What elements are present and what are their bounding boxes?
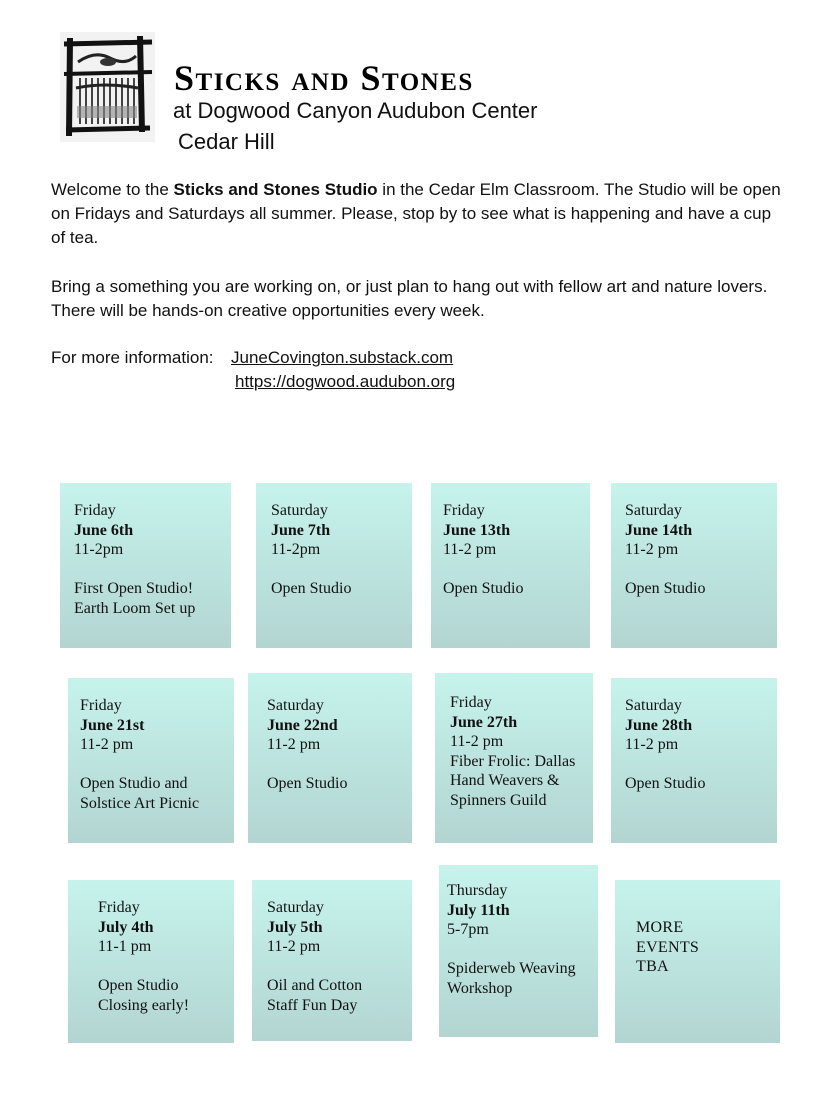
- event-date: July 5th: [267, 918, 323, 936]
- event-description: Fiber Frolic: Dallas Hand Weavers & Spinners Guild: [450, 752, 576, 809]
- event-description: Open Studio: [625, 775, 706, 792]
- event-day: Thursday: [447, 882, 508, 899]
- event-description: Oil and Cotton Staff Fun Day: [267, 977, 363, 1014]
- event-description: Open Studio: [267, 775, 348, 792]
- event-description: Open Studio: [443, 580, 524, 597]
- event-description: First Open Studio! Earth Loom Set up: [74, 580, 196, 617]
- event-date: June 7th: [271, 521, 331, 539]
- event-time: 11-2 pm: [625, 541, 679, 558]
- event-time: 11-2pm: [271, 541, 321, 558]
- event-time: 11-2 pm: [450, 733, 504, 750]
- event-day: Saturday: [625, 697, 682, 714]
- event-day: Friday: [443, 502, 485, 519]
- more-events-line: EVENTS: [636, 938, 700, 956]
- more-events-line: TBA: [636, 958, 669, 975]
- event-card: [248, 673, 412, 843]
- event-card: [256, 483, 412, 648]
- event-day: Friday: [74, 502, 116, 519]
- event-card: [611, 483, 777, 648]
- page-subtitle: at Dogwood Canyon Audubon Center: [173, 98, 538, 123]
- event-day: Saturday: [271, 502, 328, 519]
- more-events-line: MORE: [636, 919, 684, 936]
- studio-name-bold: Sticks and Stones Studio: [173, 180, 378, 199]
- event-date: June 21st: [80, 716, 145, 734]
- loom-logo-icon: [60, 32, 155, 142]
- page-title: Sticks and Stones: [174, 58, 474, 98]
- event-card: [68, 678, 234, 843]
- event-day: Friday: [450, 694, 492, 711]
- event-time: 11-2pm: [74, 541, 124, 558]
- event-card: [431, 483, 590, 648]
- intro-text-prefix: Welcome to the: [51, 180, 174, 199]
- event-description: Open Studio: [625, 580, 706, 597]
- substack-link[interactable]: JuneCovington.substack.com: [231, 348, 454, 367]
- event-date: June 13th: [443, 521, 511, 539]
- event-date: June 14th: [625, 521, 693, 539]
- more-events-card: [615, 880, 780, 1043]
- event-card: [611, 678, 777, 843]
- event-day: Friday: [98, 899, 140, 916]
- event-date: June 28th: [625, 716, 693, 734]
- event-time: 11-2 pm: [443, 541, 497, 558]
- event-card: [439, 865, 598, 1037]
- event-description: Open Studio and Solstice Art Picnic: [80, 775, 200, 812]
- intro-paragraph-bring: Bring a something you are working on, or just plan to hang out with fellow art and nature lovers. There will be hands-on creative opportunities every week.: [51, 277, 768, 320]
- more-info-label: For more information:: [51, 348, 214, 367]
- event-date: June 27th: [450, 713, 518, 731]
- event-date: June 22nd: [267, 716, 338, 734]
- event-day: Saturday: [267, 899, 324, 916]
- event-description: Spiderweb Weaving Workshop: [447, 960, 576, 997]
- event-date: July 11th: [447, 901, 510, 919]
- event-card: [60, 483, 231, 648]
- intro-text-suffix: in the Cedar Elm Classroom. The Studio will be open on Fridays and Saturdays all summer. Please, stop by to see what is happening and have a cup of tea.: [51, 180, 781, 247]
- event-day: Saturday: [625, 502, 682, 519]
- event-description: Open Studio: [271, 580, 352, 597]
- event-day: Saturday: [267, 697, 324, 714]
- location-label: Cedar Hill: [178, 129, 275, 154]
- event-time: 11-1 pm: [98, 938, 152, 955]
- event-card: [435, 673, 593, 843]
- event-date: July 4th: [98, 918, 154, 936]
- event-card: [252, 880, 412, 1041]
- audubon-link[interactable]: https://dogwood.audubon.org: [235, 372, 456, 391]
- intro-paragraph-welcome: [51, 178, 781, 250]
- event-description: Open Studio Closing early!: [98, 977, 190, 1014]
- event-time: 11-2 pm: [80, 736, 134, 753]
- event-time: 11-2 pm: [267, 938, 321, 955]
- event-card: [68, 880, 234, 1043]
- event-time: 11-2 pm: [267, 736, 321, 753]
- event-time: 5-7pm: [447, 921, 489, 938]
- event-day: Friday: [80, 697, 122, 714]
- event-date: June 6th: [74, 521, 134, 539]
- event-time: 11-2 pm: [625, 736, 679, 753]
